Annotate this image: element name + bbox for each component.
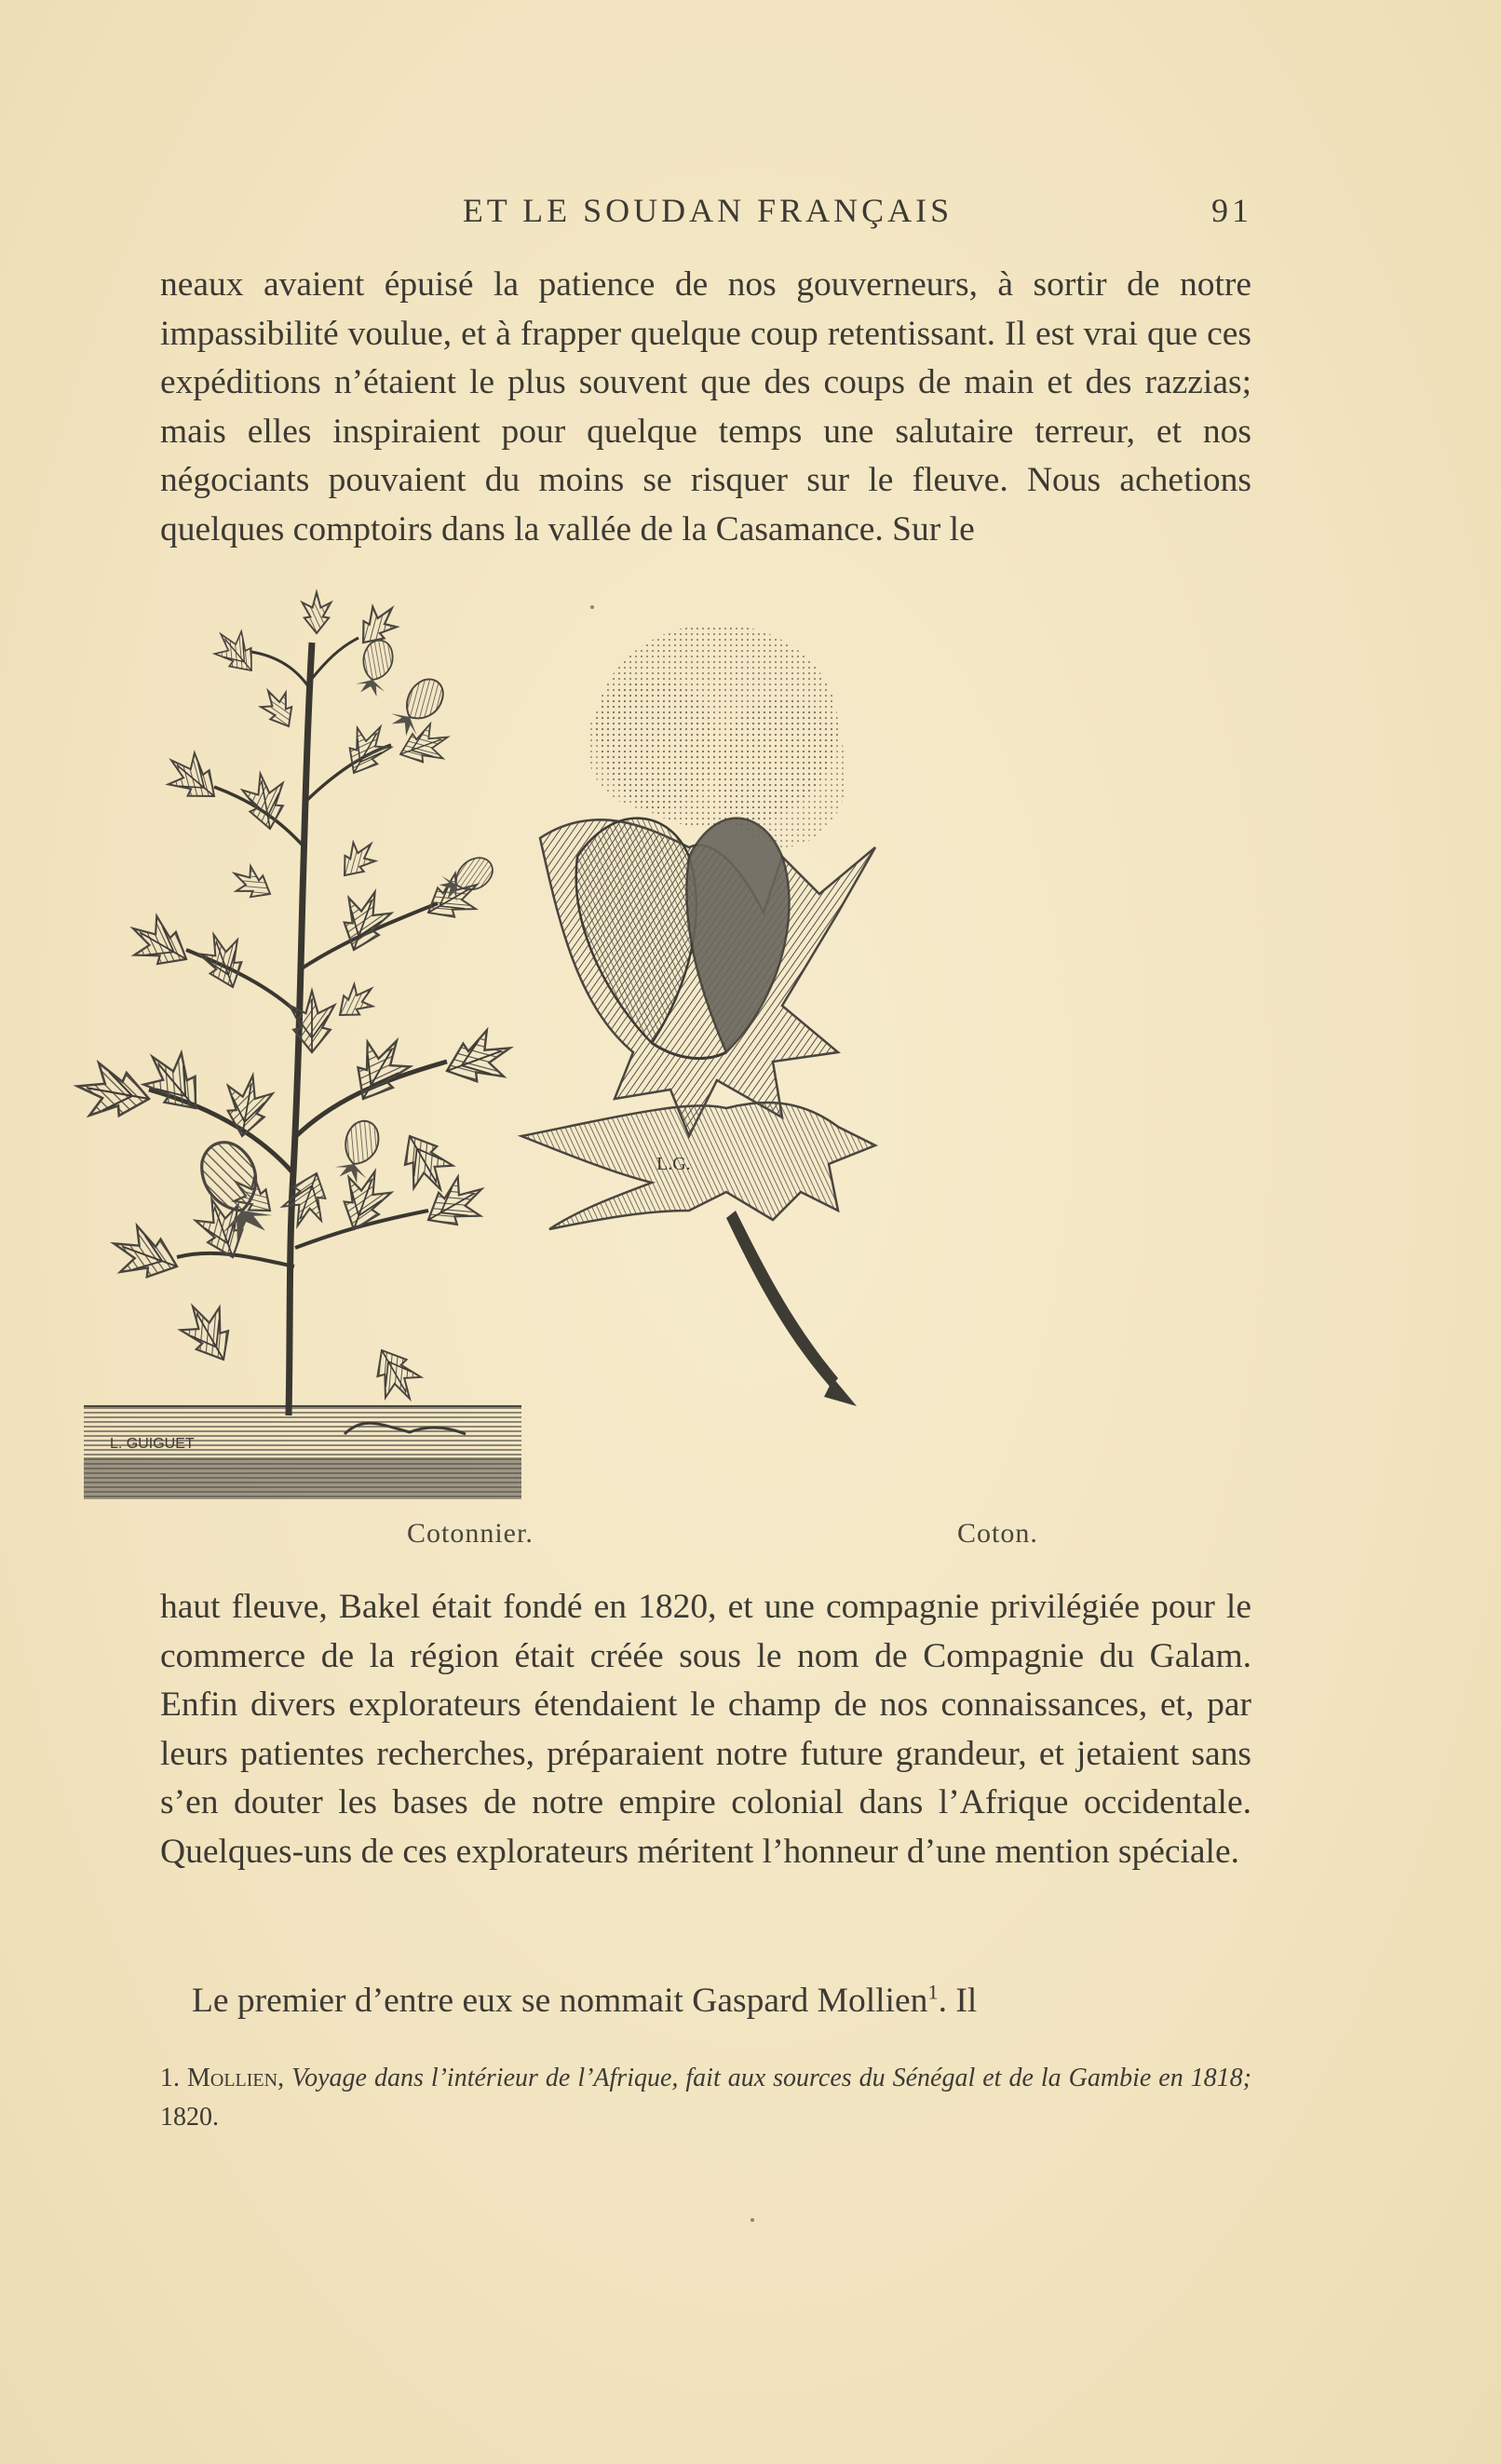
paragraph-bottom-text: Le premier d’entre eux se nommait Gaspard Mollien [192, 1982, 928, 2020]
running-head [163, 191, 1252, 237]
running-title: ET LE SOUDAN FRANÇAIS [462, 192, 953, 229]
paragraph-middle: haut fleuve, Bakel était fondé en 1820, et une compagnie privilégiée pour le commerce de la région était créée sous le nom de Compagnie du Galam. Enfin divers explorateurs étendaient le champ de nos connaissances, et, par leurs patientes recherches, préparaient notre future grandeur, et jetaient sans s’en douter les bases de notre empire colonial dans l’Afrique occidentale. Quelques-uns de ces explorateurs méritent l’honneur d’une mention spéciale. [160, 1588, 1251, 1871]
footnote-year: 1820. [160, 2103, 219, 2132]
footnote-reference[interactable]: 1 [927, 1980, 939, 2004]
engraver-signature-right: L.G. [656, 1154, 691, 1174]
page-number: 91 [1211, 192, 1252, 229]
illustration-plate [110, 615, 1285, 1518]
cotton-boll-engraving [521, 624, 875, 1406]
footnote-number: 1. [160, 2064, 180, 2092]
paper-speck [750, 2218, 754, 2222]
paragraph-bottom-end: . Il [938, 1982, 978, 2020]
figure-caption-left: Cotonnier. [407, 1518, 534, 1549]
footnote-author: Mollien, [187, 2064, 285, 2092]
paragraph-top: neaux avaient épuisé la patience de nos gouverneurs, à sortir de notre impassibilité voulue, et à frapper quelque coup retentissant. Il est vrai que ces expéditions n’étaient le plus souvent que des coups de main et des razzias; mais elles inspiraient pour quelque temps une salutaire terreur, et nos négociants pouvaient du moins se risquer sur le fleuve. Nous achetions quelques comptoirs dans la vallée de la Casamance. Sur le [160, 265, 1251, 548]
paragraph-bottom [160, 1977, 1251, 2026]
engraver-signature-left: L. GUIGUET [110, 1436, 195, 1452]
footnote-title: Voyage dans l’intérieur de l’Afrique, fait aux sources du Sénégal et de la Gambie en 1818; [291, 2064, 1252, 2092]
figure-caption-right: Coton. [957, 1518, 1038, 1549]
paper-speck [590, 605, 594, 609]
cotton-plant-engraving [73, 592, 521, 1499]
engraving-illustrations [110, 615, 1285, 1518]
footnote [160, 2059, 1251, 2137]
